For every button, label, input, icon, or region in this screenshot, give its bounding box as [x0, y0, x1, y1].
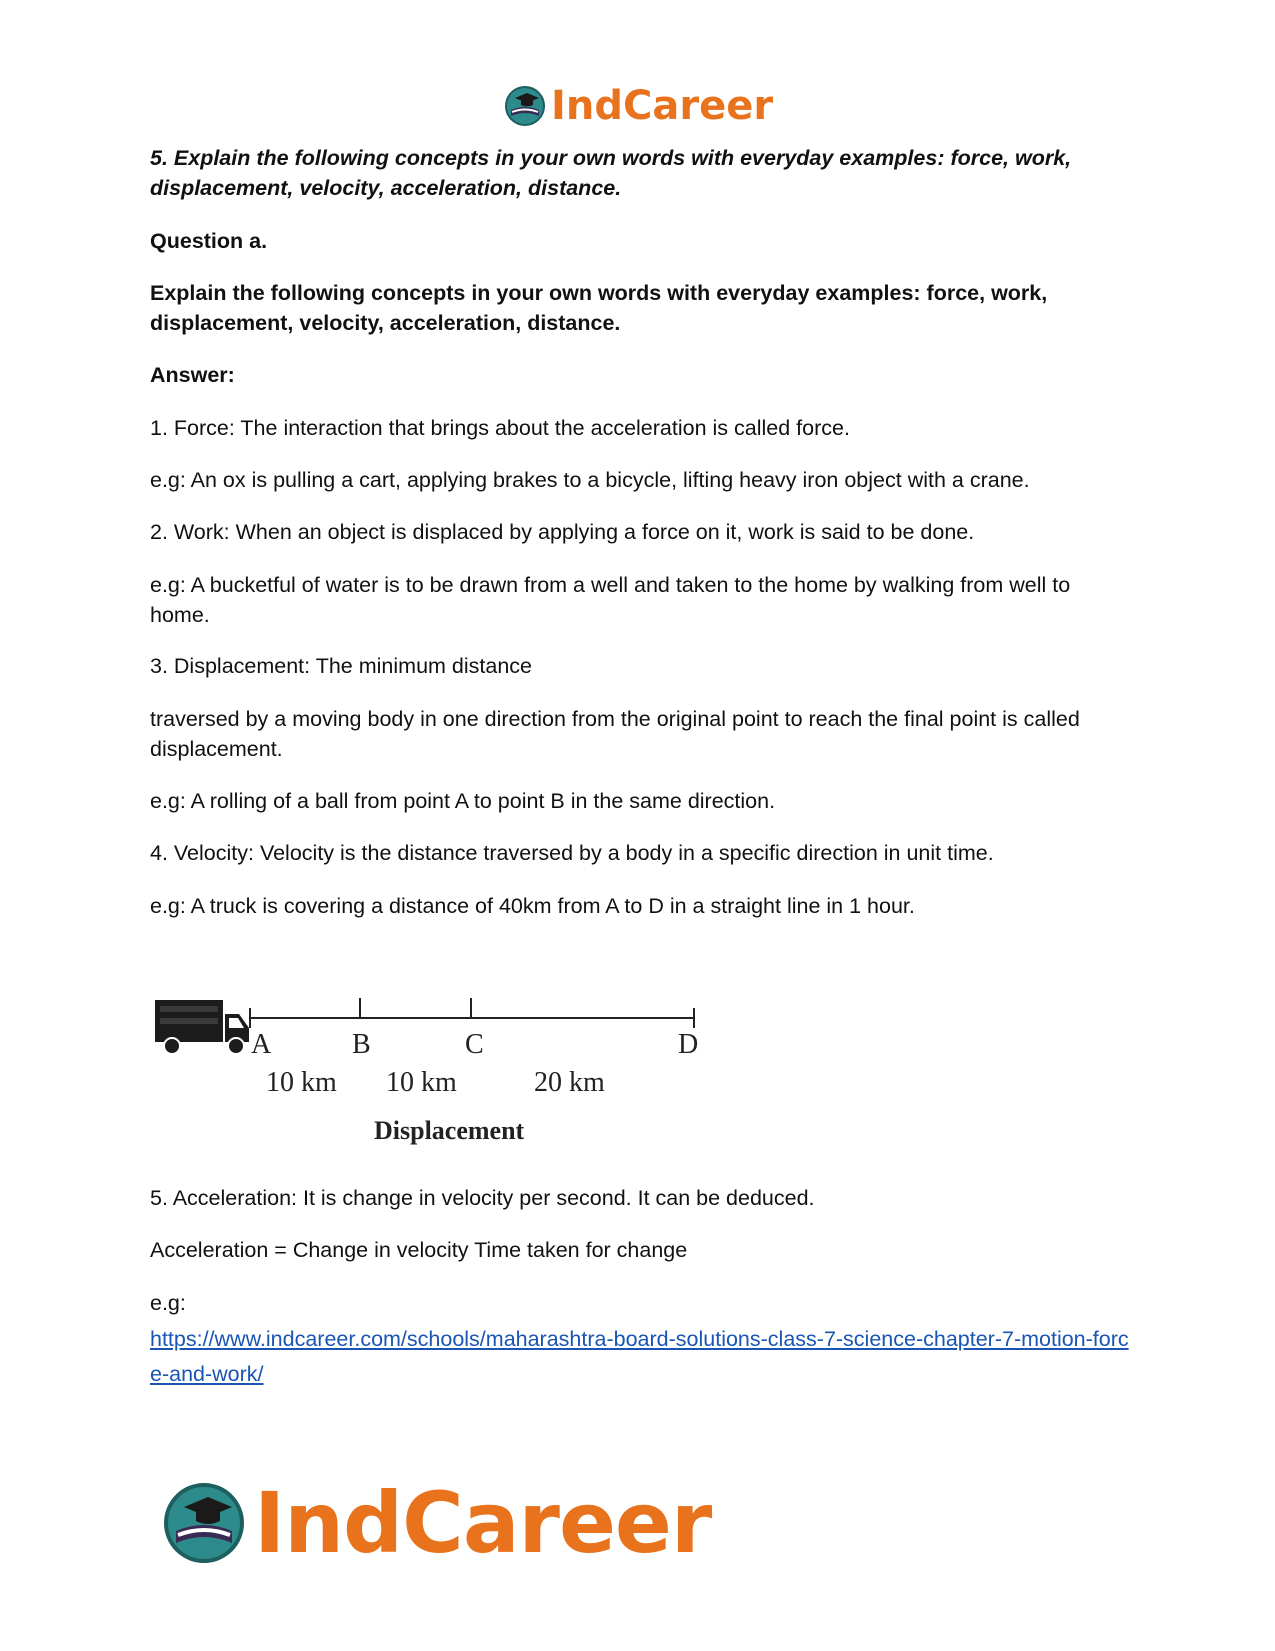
point-label-c: C [465, 1029, 484, 1060]
paragraph-acceleration: 5. Acceleration: It is change in velocity per second. It can be deduced. [150, 1186, 815, 1210]
globe-book-icon [503, 84, 547, 128]
paragraph-velocity: 4. Velocity: Velocity is the distance traversed by a body in a specific direction in unit time. [150, 841, 994, 865]
diagram-caption: Displacement [374, 1116, 525, 1145]
segment-label-ab: 10 km [266, 1067, 337, 1098]
answer-label: Answer: [150, 363, 235, 387]
sub-question-text: Explain the following concepts in your own words with everyday examples: force, work, displacement, velocity, acceleration, distance. [150, 281, 1048, 335]
paragraph-force: 1. Force: The interaction that brings about the acceleration is called force. [150, 416, 850, 440]
source-link[interactable]: https://www.indcareer.com/schools/maharashtra-board-solutions-class-7-science-chapter-7-motion-force-and-work/ [150, 1327, 1129, 1386]
brand-wordmark: IndCareer [551, 83, 774, 129]
paragraph-displacement-example: e.g: A rolling of a ball from point A to point B in the same direction. [150, 789, 776, 813]
segment-label-bc: 10 km [386, 1067, 457, 1098]
paragraph-work: 2. Work: When an object is displaced by applying a force on it, work is said to be done. [150, 520, 975, 544]
indcareer-logo-top [503, 78, 803, 134]
paragraph-velocity-example: e.g: A truck is covering a distance of 40km from A to D in a straight line in 1 hour. [150, 894, 915, 918]
paragraph-force-example: e.g: An ox is pulling a cart, applying brakes to a bicycle, lifting heavy iron object with a crane. [150, 468, 1030, 492]
displacement-diagram [152, 990, 752, 1210]
indcareer-logo-bottom [160, 1468, 720, 1578]
paragraph-acceleration-example: e.g: [150, 1291, 186, 1315]
question-title: 5. Explain the following concepts in your own words with everyday examples: force, work, displacement, velocity, acceleration, distance. [150, 146, 1072, 200]
truck-icon [155, 1000, 249, 1054]
point-label-a: A [251, 1029, 272, 1060]
globe-book-icon [160, 1479, 248, 1567]
source-link-wrapper [150, 1322, 1130, 1392]
paragraph-displacement: 3. Displacement: The minimum distance [150, 654, 532, 678]
paragraph-displacement-cont: traversed by a moving body in one direction from the original point to reach the final point is called displacement. [150, 707, 1080, 761]
point-label-b: B [352, 1029, 371, 1060]
brand-wordmark-large: IndCareer [254, 1474, 712, 1572]
paragraph-work-example: e.g: A bucketful of water is to be drawn from a well and taken to the home by walking from well to home. [150, 573, 1071, 627]
segment-label-cd: 20 km [534, 1067, 605, 1098]
sub-question-label: Question a. [150, 229, 268, 253]
acceleration-formula: Acceleration = Change in velocity Time taken for change [150, 1238, 688, 1262]
point-label-d: D [678, 1029, 699, 1060]
